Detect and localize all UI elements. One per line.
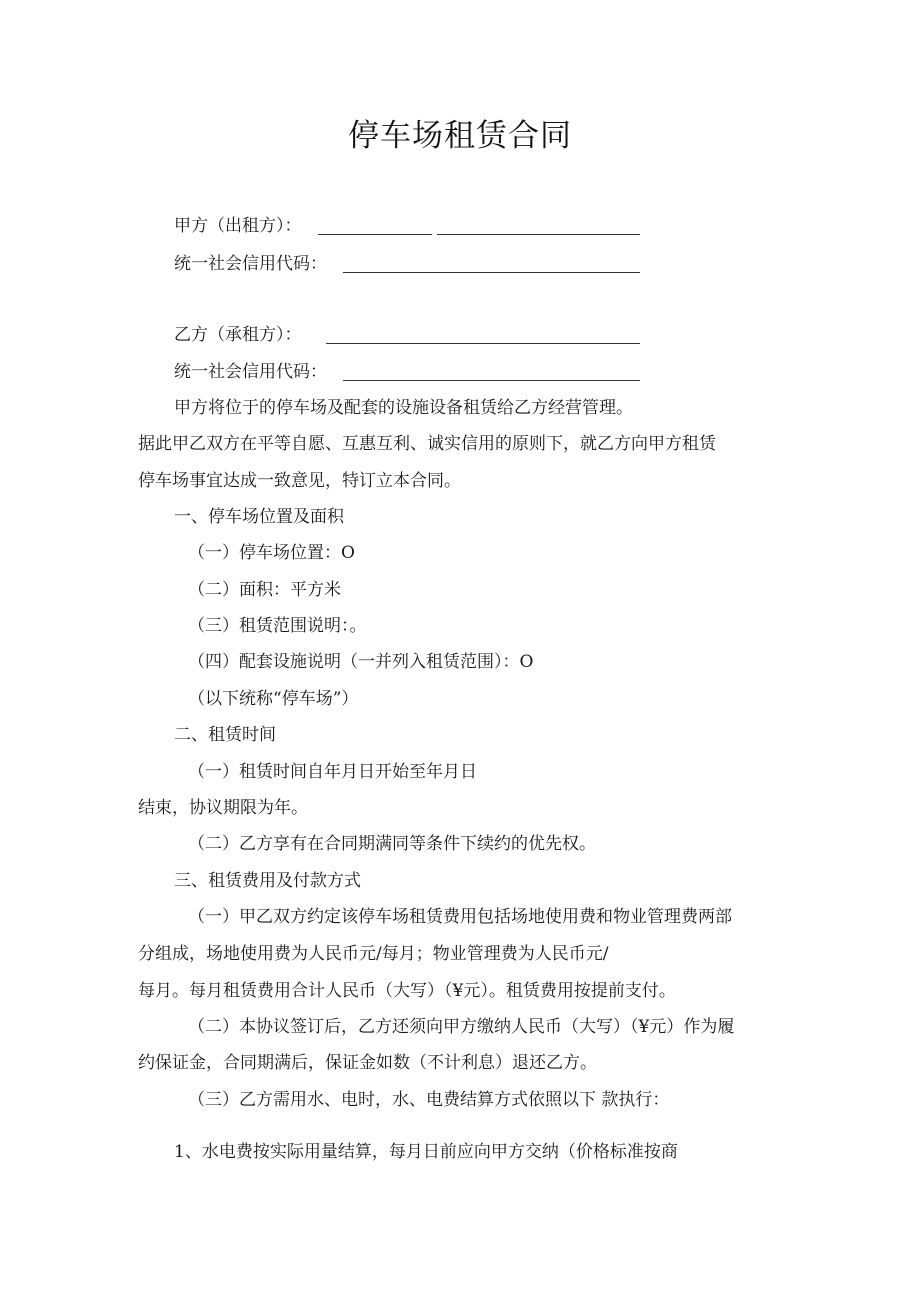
intro-line-3: 停车场事宜达成一致意见，特订立本合同。 [138, 471, 461, 491]
section2-item-1-line-2: 结束，协议期限为年。 [138, 798, 308, 818]
section3-sub-item-1: 1、水电费按实际用量结算，每月日前应向甲方交纳（价格标准按商 [174, 1142, 678, 1162]
party-a-label: 甲方（出租方）： [174, 216, 302, 236]
section1-item-1: （一）停车场位置：O [188, 543, 355, 563]
page-title: 停车场租赁合同 [348, 118, 572, 154]
section3-item-2-line-1: （二）本协议签订后，乙方还须向甲方缴纳人民币（大写）（¥元）作为履 [188, 1017, 735, 1037]
section3-item-2-line-2: 约保证金，合同期满后，保证金如数（不计利息）退还乙方。 [138, 1053, 597, 1073]
party-a-credit-code-label: 统一社会信用代码： [174, 254, 327, 274]
party-b-label: 乙方（承租方）： [174, 325, 302, 345]
party-b-credit-code-blank[interactable] [343, 380, 640, 381]
party-a-blank-1[interactable] [318, 234, 432, 235]
section3-item-1-line-3: 每月。每月租赁费用合计人民币（大写）（¥元）。租赁费用按提前支付。 [138, 981, 676, 1001]
section3-item-1-line-1: （一）甲乙双方约定该停车场租赁费用包括场地使用费和物业管理费两部 [188, 907, 732, 927]
section3-item-3: （三）乙方需用水、电时，水、电费结算方式依照以下 款执行： [188, 1090, 670, 1110]
section1-heading: 一、停车场位置及面积 [174, 507, 344, 527]
party-a-credit-code-blank[interactable] [343, 272, 640, 273]
party-a-blank-2[interactable] [437, 234, 640, 235]
section2-item-2: （二）乙方享有在合同期满同等条件下续约的优先权。 [188, 834, 596, 854]
party-b-credit-code-label: 统一社会信用代码： [174, 362, 327, 382]
section2-heading: 二、租赁时间 [174, 725, 276, 745]
intro-line-1: 甲方将位于的停车场及配套的设施设备租赁给乙方经营管理。 [174, 398, 633, 418]
section3-heading: 三、租赁费用及付款方式 [174, 871, 361, 891]
section1-note: （以下统称“停车场”） [188, 689, 359, 709]
section1-item-4: （四）配套设施说明（一并列入租赁范围）：O [188, 652, 534, 672]
section1-item-3: （三）租赁范围说明：。 [188, 616, 367, 636]
intro-line-2: 据此甲乙双方在平等自愿、互惠互利、诚实信用的原则下，就乙方向甲方租赁 [138, 434, 716, 454]
party-b-blank[interactable] [326, 343, 640, 344]
section2-item-1-line-1: （一）租赁时间自年月日开始至年月日 [188, 762, 477, 782]
section1-item-2: （二）面积：平方米 [188, 580, 341, 600]
section3-item-1-line-2: 分组成，场地使用费为人民币元/每月；物业管理费为人民币元/ [138, 944, 609, 964]
